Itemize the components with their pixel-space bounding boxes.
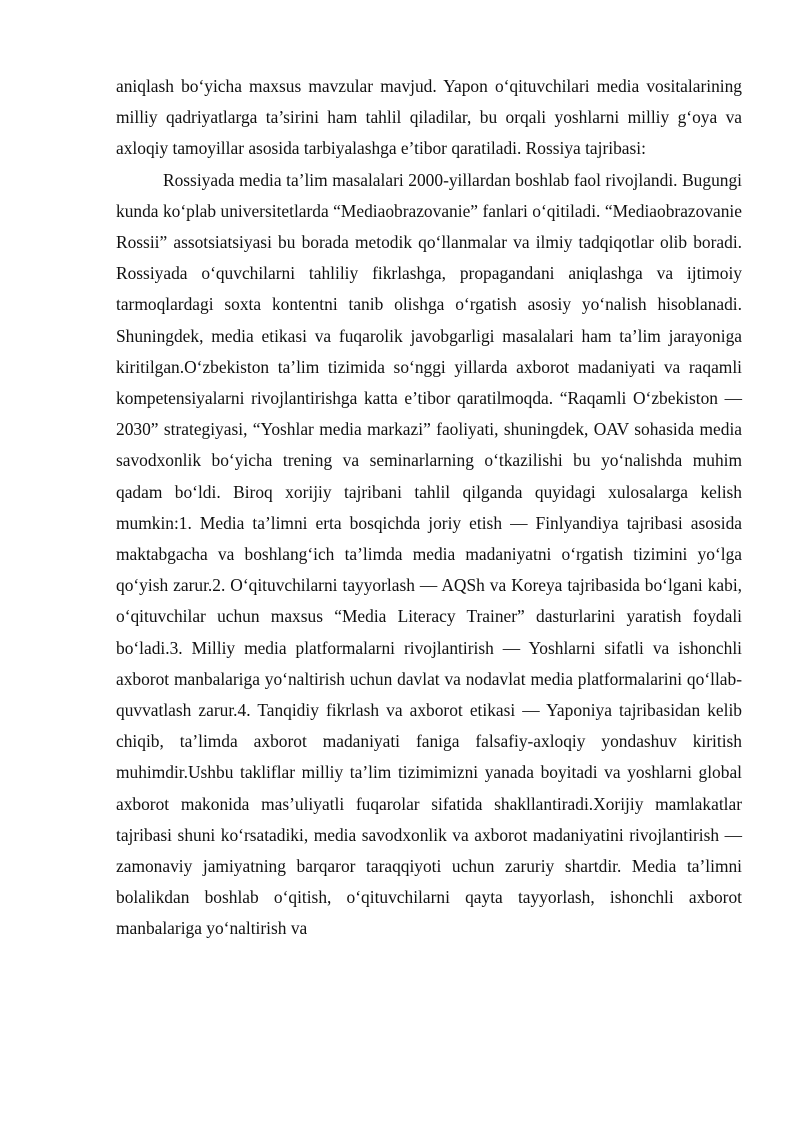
document-page [116,71,742,945]
paragraph-russia-uzbekistan: Rossiyada media ta’lim masalalari 2000-yillardan boshlab faol rivojlandi. Bugungi kunda ko‘plab universitetlarda “Mediaobrazovanie” fanlari o‘qitiladi. “Mediaobrazovanie Rossii” assotsiatsiyasi bu borada metodik qo‘llanmalar va ilmiy tadqiqotlar olib boradi. Rossiyada o‘quvchilarni tahliliy fikrlashga, propagandani aniqlashga va ijtimoiy tarmoqlardagi soxta kontentni tanib olishga o‘rgatish asosiy yo‘nalish hisoblanadi. Shuningdek, media etikasi va fuqarolik javobgarligi masalalari ham ta’lim jarayoniga kiritilgan.O‘zbekiston ta’lim tizimida so‘nggi yillarda axborot madaniyati va raqamli kompetensiyalarni rivojlantirishga katta e’tibor qaratilmoqda. “Raqamli O‘zbekiston — 2030” strategiyasi, “Yoshlar media markazi” faoliyati, shuningdek, OAV sohasida media savodxonlik bo‘yicha trening va seminarlarning o‘tkazilishi bu yo‘nalishda muhim qadam bo‘ldi. Biroq xorijiy tajribani tahlil qilganda quyidagi xulosalarga kelish mumkin:1. Media ta’limni erta bosqichda joriy etish — Finlyandiya tajribasi asosida maktabgacha va boshlang‘ich ta’limda media madaniyatni o‘rgatish tizimini yo‘lga qo‘yish zarur.2. O‘qituvchilarni tayyorlash — AQSh va Koreya tajribasida bo‘lgani kabi, o‘qituvchilar uchun maxsus “Media Literacy Trainer” dasturlarini yaratish foydali bo‘ladi.3. Milliy media platformalarni rivojlantirish — Yoshlarni sifatli va ishonchli axborot manbalariga yo‘naltirish uchun davlat va nodavlat media platformalarini qo‘llab-quvvatlash zarur.4. Tanqidiy fikrlash va axborot etikasi — Yaponiya tajribasidan kelib chiqib, ta’limda axborot madaniyati faniga falsafiy-axloqiy yondashuv kiritish muhimdir.Ushbu takliflar milliy ta’lim tizimimizni yanada boyitadi va yoshlarni global axborot makonida mas’uliyatli fuqarolar sifatida shakllantiradi.Xorijiy mamlakatlar tajribasi shuni ko‘rsatadiki, media savodxonlik va axborot madaniyatini rivojlantirish — zamonaviy jamiyatning barqaror taraqqiyoti uchun zaruriy shartdir. Media ta’limni bolalikdan boshlab o‘qitish, o‘qituvchilarni qayta tayyorlash, ishonchli axborot manbalariga yo‘naltirish va [116,169,742,939]
paragraph-intro: aniqlash bo‘yicha maxsus mavzular mavjud. Yapon o‘qituvchilari media vositalarining milliy qadriyatlarga ta’sirini ham tahlil qiladilar, bu orqali yoshlarni milliy g‘oya va axloqiy tamoyillar asosida tarbiyalashga e’tibor qaratiladi. Rossiya tajribasi: [116,76,742,159]
